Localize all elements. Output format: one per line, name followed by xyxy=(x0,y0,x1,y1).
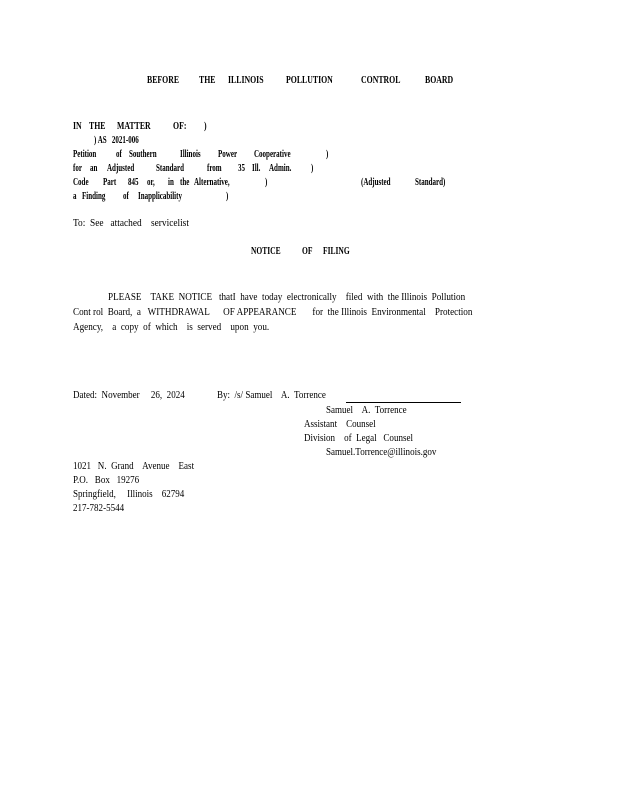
signer-division: Division of Legal Counsel xyxy=(304,432,413,444)
caption-word: Power xyxy=(218,149,238,160)
caption-word: Finding xyxy=(82,191,106,202)
body-line-2: Cont rol Board, a WITHDRAWAL OF APPEARANCE for the Illinois Environmental Protection xyxy=(73,306,473,318)
body-line-3: Agency, a copy of which is served upon you. xyxy=(73,321,270,333)
caption-word: OF: xyxy=(173,121,187,132)
caption-word: for xyxy=(73,163,82,174)
caption-word: Petition xyxy=(73,149,97,160)
caption-word: Cooperative xyxy=(254,149,291,160)
case-number: ) AS 2021-006 xyxy=(94,135,139,146)
caption-word: THE xyxy=(89,121,106,132)
caption-word: Standard xyxy=(156,163,185,174)
caption-word: (Adjusted xyxy=(361,177,391,188)
caption-paren: ) xyxy=(226,191,229,202)
caption-word: 845 xyxy=(128,177,139,188)
caption-word: in xyxy=(168,177,174,188)
caption-word: a xyxy=(73,191,77,202)
address-street: 1021 N. Grand Avenue East xyxy=(73,460,195,472)
notice-title-word: OF xyxy=(302,246,313,257)
caption-word: Admin. xyxy=(269,163,292,174)
notice-title-word: FILING xyxy=(323,246,350,257)
heading-word-pollution: POLLUTION xyxy=(286,75,333,86)
heading-word-board: BOARD xyxy=(425,75,454,86)
caption-word: Alternative, xyxy=(194,177,230,188)
signature-rule xyxy=(346,402,461,403)
address-phone: 217-782-5544 xyxy=(73,502,125,514)
caption-word: 35 xyxy=(238,163,245,174)
caption-word: or, xyxy=(147,177,155,188)
address-city: Springfield, Illinois 62794 xyxy=(73,488,185,500)
heading-word-illinois: ILLINOIS xyxy=(228,75,264,86)
caption-word: Ill. xyxy=(252,163,261,174)
signed-by-line: By: /s/ Samuel A. Torrence xyxy=(217,389,326,401)
caption-word: from xyxy=(207,163,222,174)
caption-word: Part xyxy=(103,177,117,188)
signer-name: Samuel A. Torrence xyxy=(326,404,407,416)
caption-word: Inapplicability xyxy=(138,191,182,202)
caption-word: Southern xyxy=(129,149,157,160)
heading-word-the: THE xyxy=(199,75,216,86)
caption-word: the xyxy=(180,177,190,188)
caption-word: of xyxy=(116,149,122,160)
caption-paren: ) xyxy=(311,163,314,174)
caption-word: Illinois xyxy=(180,149,201,160)
caption-word: IN xyxy=(73,121,82,132)
caption-word: MATTER xyxy=(117,121,151,132)
dated-line: Dated: November 26, 2024 xyxy=(73,389,185,401)
address-pobox: P.O. Box 19276 xyxy=(73,474,140,486)
recipient-line: To: See attached servicelist xyxy=(73,217,189,229)
notice-title-word: NOTICE xyxy=(251,246,281,257)
caption-word: Adjusted xyxy=(107,163,135,174)
caption-paren: ) xyxy=(204,121,207,132)
caption-paren: ) xyxy=(265,177,268,188)
signer-email: Samuel.Torrence@illinois.gov xyxy=(326,446,437,458)
signer-title: Assistant Counsel xyxy=(304,418,376,430)
caption-word: Code xyxy=(73,177,89,188)
heading-word-before: BEFORE xyxy=(147,75,180,86)
body-line-1: PLEASE TAKE NOTICE thatI have today electronically filed with the Illinois Pollution xyxy=(108,291,466,303)
heading-word-control: CONTROL xyxy=(361,75,401,86)
caption-word: of xyxy=(123,191,129,202)
caption-paren: ) xyxy=(326,149,329,160)
caption-word: an xyxy=(90,163,98,174)
caption-word: Standard) xyxy=(415,177,446,188)
